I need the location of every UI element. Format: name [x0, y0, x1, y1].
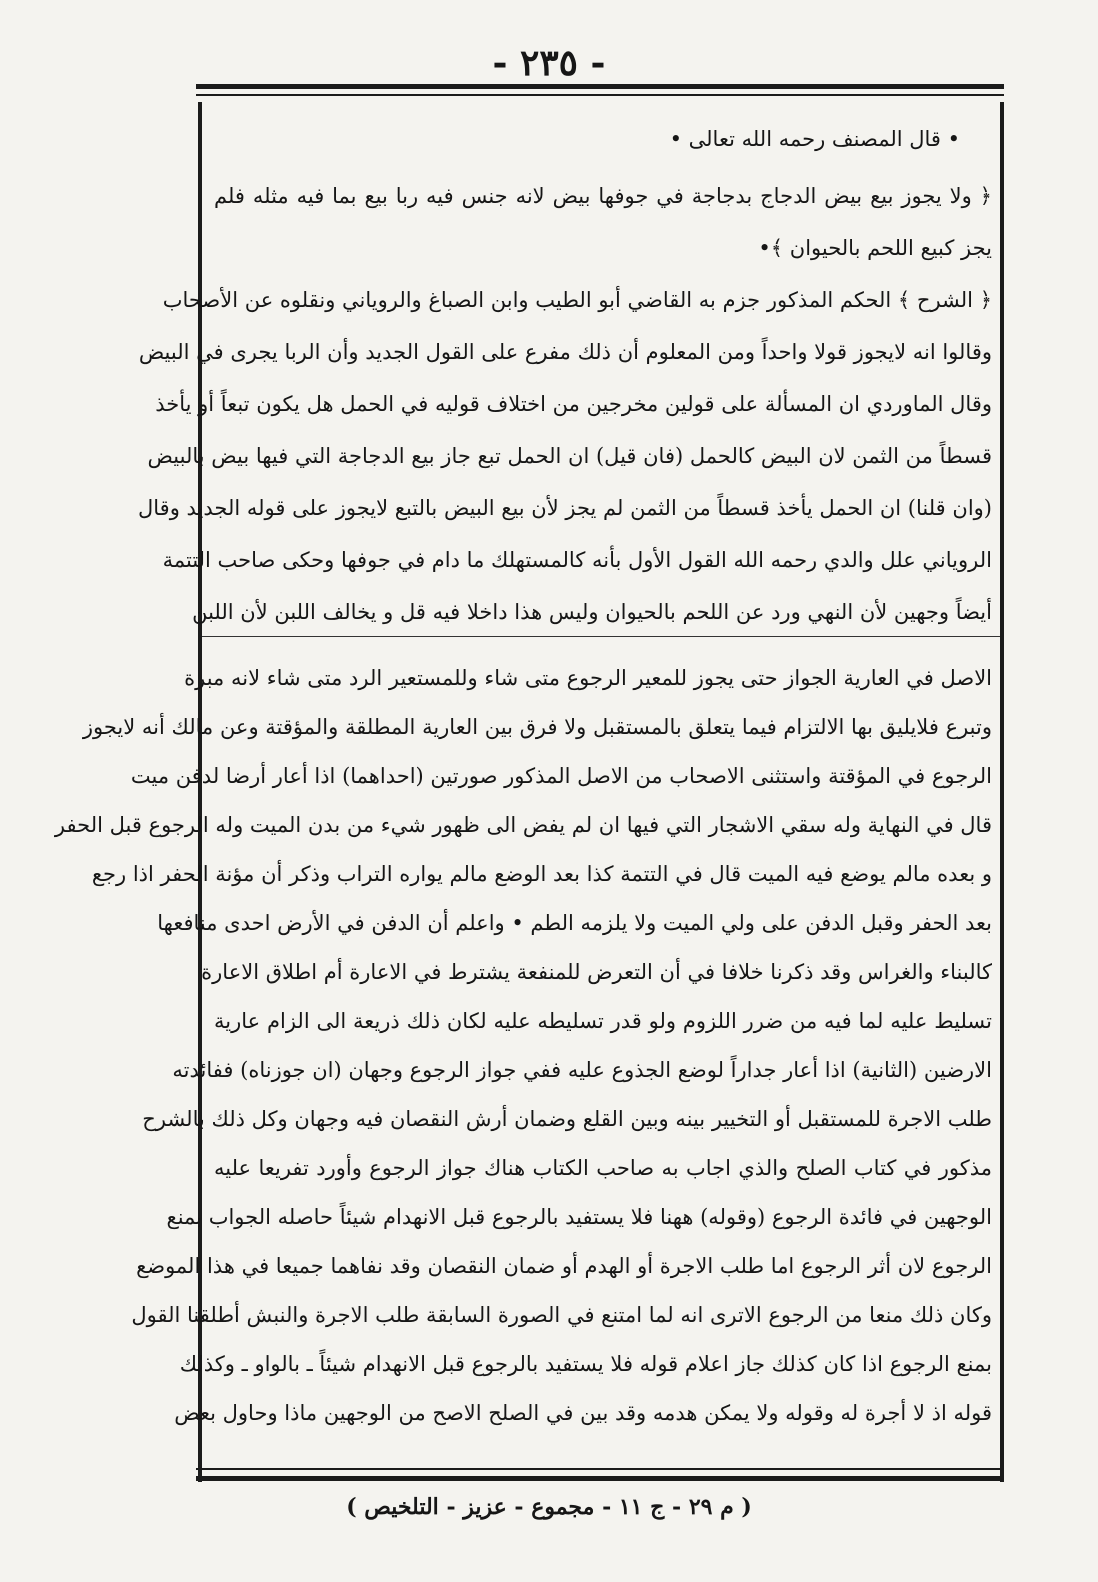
commentary-line: طلب الاجرة للمستقبل أو التخيير بينه وبين القلع وضمان أرش النقصان فيه وجهان وكل ذلك بالشرح [142, 1107, 992, 1131]
bottom-rule-thin [196, 1468, 1004, 1470]
text-line: الروياني علل والدي رحمه الله القول الأول بأنه كالمستهلك ما دام في جوفها وحكى صاحب التتمة [162, 548, 992, 572]
commentary-line: كالبناء والغراس وقد ذكرنا خلافا في أن التعرض للمنفعة يشترط في الاعارة أم اطلاق الاعارة [201, 960, 992, 984]
text-line: ﴿ ولا يجوز بيع بيض الدجاج بدجاجة في جوفها بيض لانه جنس فيه ربا بيع بما فيه مثله فلم [214, 184, 992, 208]
commentary-line: قال في النهاية وله سقي الاشجار التي فيها ان لم يفض الى ظهور شيء من بدن الميت وله الرجوع قبل الحفر [54, 813, 992, 837]
commentary-line: بمنع الرجوع اذا كان كذلك جاز اعلام قوله فلا يستفيد بالرجوع قبل الانهدام شيئاً ـ بالواو ـ وكذلك [179, 1352, 992, 1376]
text-line: قسطاً من الثمن لان البيض كالحمل (فان قيل) ان الحمل تبع جاز بيع الدجاجة التي فيها بيض بالبيض [147, 444, 992, 468]
text-line: أيضاً وجهين لأن النهي ورد عن اللحم بالحيوان وليس هذا داخلا فيه قل و يخالف اللبن لأن اللبن [192, 600, 992, 624]
commentary-line: وتبرع فلايليق بها الالتزام فيما يتعلق بالمستقبل ولا فرق بين العارية المطلقة والمؤقتة وعن مالك أنه لايجوز [82, 715, 992, 739]
top-rule-thin [196, 94, 1004, 96]
text-line: ﴿ الشرح ﴾ الحكم المذكور جزم به القاضي أبو الطيب وابن الصباغ والروياني ونقلوه عن الأصحاب [162, 288, 992, 312]
commentary-line: و بعده مالم يوضع فيه الميت قال في التتمة كذا بعد الوضع مالم يواره التراب وذكر أن مؤنة الحفر اذا رجع [91, 862, 992, 886]
commentary-line: وكان ذلك منعا من الرجوع الاترى انه لما امتنع في الصورة السابقة طلب الاجرة والنبش أطلقنا القول [131, 1303, 992, 1327]
commentary-line: الارضين (الثانية) اذا أعار جداراً لوضع الجذوع عليه ففي جواز الرجوع وجهان (ان جوزناه) ففائدته [172, 1058, 992, 1082]
commentary-line: الرجوع لان أثر الرجوع اما طلب الاجرة أو الهدم أو ضمان النقصان وقد نفاهما جميعا في هذا الموضع [136, 1254, 992, 1278]
bottom-rule [196, 1476, 1004, 1481]
top-rule [196, 84, 1004, 89]
text-line: • قال المصنف رحمه الله تعالى • [669, 127, 960, 151]
text-line: وقال الماوردي ان المسألة على قولين مخرجين من اختلاف قوليه في الحمل هل يكون تبعاً أو يأخذ [155, 392, 992, 416]
text-line: وقالوا انه لايجوز قولا واحداً ومن المعلوم أن ذلك مفرع على القول الجديد وأن الربا يجرى في البيض [138, 340, 992, 364]
commentary-line: مذكور في كتاب الصلح والذي اجاب به صاحب الكتاب هناك جواز الرجوع وأورد تفريعا عليه [214, 1156, 992, 1180]
text-section [138, 124, 992, 638]
page-number: - ٢٣٥ - [492, 42, 606, 84]
section-divider [202, 636, 1000, 637]
commentary-line: تسليط عليه لما فيه من ضرر اللزوم ولو قدر تسليطه عليه لكان ذلك ذريعة الى الزام عارية [214, 1009, 992, 1033]
commentary-line: الرجوع في المؤقتة واستثنى الاصحاب من الاصل المذكور صورتين (احداهما) اذا أعار أرضا لدفن ميت [130, 764, 992, 788]
commentary-line: الاصل في العارية الجواز حتى يجوز للمعير الرجوع متى شاء وللمستعير الرد متى شاء لانه مبرة [184, 666, 992, 690]
commentary-line: بعد الحفر وقبل الدفن على ولي الميت ولا يلزمه الطم • واعلم أن الدفن في الأرض احدى منافعها [157, 911, 992, 935]
commentary-section [54, 654, 992, 1438]
text-line: (وان قلنا) ان الحمل يأخذ قسطاً من الثمن لم يجز لأن بيع البيض بالتبع لايجوز على قوله الجديد وقال [138, 496, 992, 520]
commentary-line: قوله اذ لا أجرة له وقوله ولا يمكن هدمه وقد بين في الصلح الاصح من الوجهين ماذا وحاول بعض [174, 1401, 992, 1425]
commentary-line: الوجهين في فائدة الرجوع (وقوله) ههنا فلا يستفيد بالرجوع قبل الانهدام شيئاً حاصله الجواب بمنع [166, 1205, 992, 1229]
text-line: يجز كبيع اللحم بالحيوان ﴾• [758, 236, 992, 260]
signature-note: ( م ٢٩ - ج ١١ - مجموع - عزيز - التلخيص ) [346, 1494, 752, 1520]
